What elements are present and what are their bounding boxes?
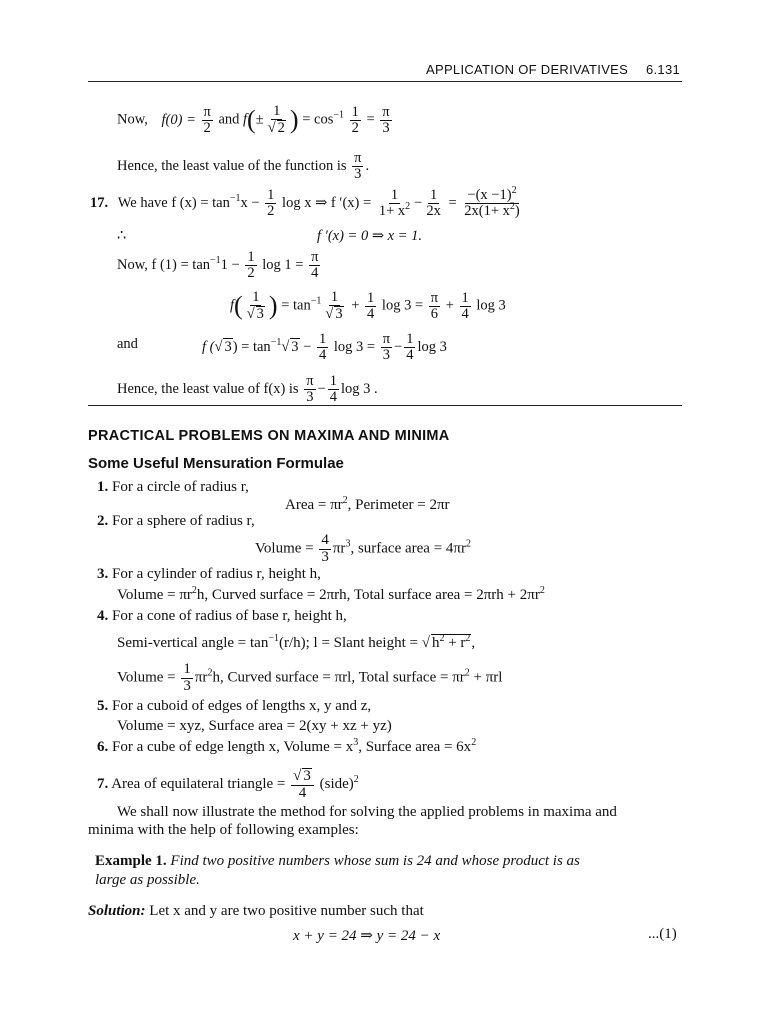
formula-6: 6. For a cube of edge length x, Volume = $x^3$, Surface area = $6x^2$ [97, 737, 477, 755]
formula-2-detail: Volume = $\frac{4}{3}$ $\pi r^3$, surface area = $4\pi r^2$ [255, 532, 471, 565]
formula-4-detail-a: Semi-vertical angle = $\tan^{-1}(r/h)$; l = Slant height = √ $h^2 + r^2$, [117, 633, 476, 651]
frac-pi-2: $\frac{\pi}{2}$ [203, 103, 211, 136]
formula-4: 4. For a cone of radius of base r, height h, [97, 608, 347, 624]
f-sqrt3-line: f (√ $3) = \tan^{-1}√$ 3 − $\frac{1}{4}$ log 3 = $\frac{\pi}{3}$ − $\frac{1}{4}$ log 3 [202, 331, 447, 364]
formula-5: 5. For a cuboid of edges of lengths x, y and z, [97, 698, 372, 714]
header-title: APPLICATION OF DERIVATIVES [426, 62, 629, 77]
page-number: 6.131 [645, 62, 681, 77]
solution: Solution: Let x and y are two positive number such that [88, 903, 424, 919]
formula-5-detail: Volume = xyz, Surface area = 2(xy + xz + yz) [117, 718, 392, 734]
section-subheading: Some Useful Mensuration Formulae [88, 455, 344, 472]
intro-line-1: We shall now illustrate the method for solving the applied problems in maxima and [117, 804, 617, 820]
formula-1-detail: Area = $\pi r^2$, Perimeter = 2πr [285, 495, 450, 513]
now-f1-line: Now, f $(1) = \tan^{-1}1$ − $\frac{1}{2}$ log 1 = $\frac{\pi}{4}$ [117, 249, 319, 282]
example-1: Example 1. Find two positive numbers whose sum is 24 and whose product is as [95, 853, 580, 869]
formula-4-detail-b: Volume = $\frac{1}{3}$ $\pi r^2h$, Curved surface = πrl, Total surface = $\pi r^2 + \pi rl$ [117, 661, 503, 694]
section-heading: PRACTICAL PROBLEMS ON MAXIMA AND MINIMA [88, 428, 450, 444]
hence-least-value-2: Hence, the least value of f(x) is $\frac{\pi}{3}$ − $\frac{1}{4}$ log 3 . [117, 373, 378, 406]
equation-tag: ...(1) [648, 926, 677, 942]
question-17-line: 17. We have f $(x) = \tan^{-1}x$ − $\frac{1}{2}$ log x ⇒ f ′(x) = $\frac{1}{1+ x^2}$ − $\frac{1}{2x}$ = $\frac{-(x -1)^2}{2x(1+ x^2)}$ [90, 185, 520, 220]
section-divider [88, 405, 682, 406]
f-inverse-sqrt3-line: f( $\frac{1}{√ 3}$ ) = $\tan^{-1}$ $\frac{1}{√ 3}$ + $\frac{1}{4}$ log 3 = $\frac{\pi}{6}$ + $\frac{1}{4}$ log 3 [230, 289, 506, 323]
formula-7: 7. Area of equilateral triangle = $\frac{√ 3}{4}$ (side)$^2$ [97, 768, 359, 801]
formula-1: 1. For a circle of radius r, [97, 479, 249, 495]
header-rule [88, 81, 682, 82]
running-header [426, 62, 680, 77]
intro-line-2: minima with the help of following examples: [88, 822, 359, 838]
formula-2: 2. For a sphere of radius r, [97, 513, 255, 529]
now-f0-line: Now, f(0) = $\frac{\pi}{2}$ and f(± $\frac{1}{√ 2}$ ) = $\cos^{-1}$ $\frac{1}{2}$ = $\frac{\pi}{3}$ [117, 103, 390, 137]
solution-equation: x + y = 24 ⇒ y = 24 − x [293, 928, 441, 944]
example-1-cont: large as possible. [95, 872, 200, 888]
formula-3-detail: Volume = $\pi r^2h$, Curved surface = 2πrh, Total surface area = $2\pi rh + 2\pi r^2$ [117, 585, 545, 603]
hence-least-value-1: Hence, the least value of the function is $\frac{\pi}{3}$ . [117, 150, 370, 183]
and-line: and [117, 336, 138, 352]
formula-3: 3. For a cylinder of radius r, height h, [97, 566, 321, 582]
therefore-line: ∴ f ′(x) = 0 ⇒ x = 1. [117, 228, 422, 244]
